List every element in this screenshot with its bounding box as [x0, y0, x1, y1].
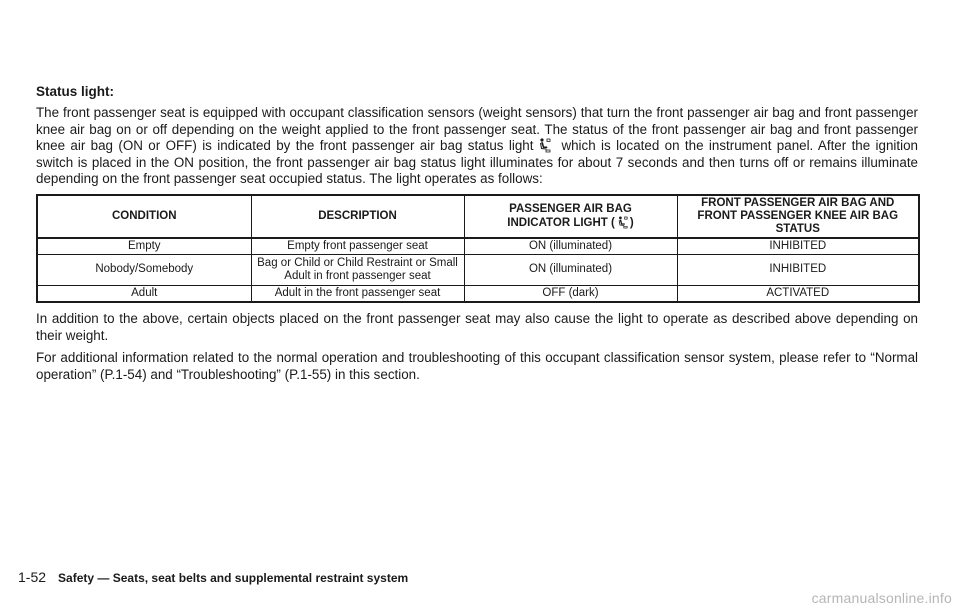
cell-condition: Nobody/Somebody [37, 254, 251, 285]
header-indicator [464, 195, 677, 238]
header-description: DESCRIPTION [251, 195, 464, 238]
cell-status: INHIBITED [677, 254, 919, 285]
header-condition: CONDITION [37, 195, 251, 238]
cell-indicator: OFF (dark) [464, 285, 677, 302]
header-indicator-suffix: ) [629, 216, 634, 229]
table-row [37, 238, 919, 255]
header-indicator-line1: PASSENGER AIR BAG [509, 202, 632, 215]
section-heading: Status light: [36, 84, 114, 99]
footer-section-title: Safety — Seats, seat belts and supplemental restraint system [58, 571, 409, 585]
header-status: FRONT PASSENGER AIR BAG AND FRONT PASSENGER KNEE AIR BAG STATUS [677, 195, 919, 238]
table-row [37, 254, 919, 285]
cell-description: Empty front passenger seat [251, 238, 464, 255]
intro-text-after: which is located on the instrument panel. After the ignition switch is placed in the ON position, the front passenger air bag status light illuminates for about 7 seconds and then turns off or remains illuminate depending on the front passenger seat occupied status. The light operates as follows: [36, 138, 918, 187]
header-indicator-prefix: INDICATOR LIGHT ( [507, 216, 615, 229]
cell-status: INHIBITED [677, 238, 919, 255]
passenger-airbag-off-icon [617, 216, 628, 229]
watermark: carmanualsonline.info [811, 590, 952, 606]
cell-status: ACTIVATED [677, 285, 919, 302]
intro-paragraph [36, 105, 918, 188]
page-content [36, 84, 918, 389]
cell-condition: Adult [37, 285, 251, 302]
cell-description: Bag or Child or Child Restraint or Small Adult in front passenger seat [251, 254, 464, 285]
reference-paragraph: For additional information related to the normal operation and troubleshooting of this occupant classification sensor system, please refer to “Normal operation” (P.1-54) and “Troubleshooting” (P.1-55) in this section. [36, 350, 918, 382]
cell-description: Adult in the front passenger seat [251, 285, 464, 302]
cell-condition: Empty [37, 238, 251, 255]
intro-text-before: The front passenger seat is equipped with occupant classification sensors (weight sensors) that turn the front passenger air bag and front passenger knee air bag on or off depending on the weight applied to the front passenger seat. The status of the front passenger air bag and front passenger knee air bag (ON or OFF) is indicated by the front passenger air bag status light [36, 105, 918, 154]
table-row [37, 285, 919, 302]
table-header-row [37, 195, 919, 238]
weight-paragraph: In addition to the above, certain objects placed on the front passenger seat may also cause the light to operate as described above depending on their weight. [36, 310, 918, 343]
passenger-airbag-off-icon [538, 138, 551, 153]
cell-indicator: ON (illuminated) [464, 238, 677, 255]
cell-indicator: ON (illuminated) [464, 254, 677, 285]
status-table [36, 194, 920, 303]
page-footer [18, 569, 408, 585]
page-number: 1-52 [18, 569, 47, 585]
